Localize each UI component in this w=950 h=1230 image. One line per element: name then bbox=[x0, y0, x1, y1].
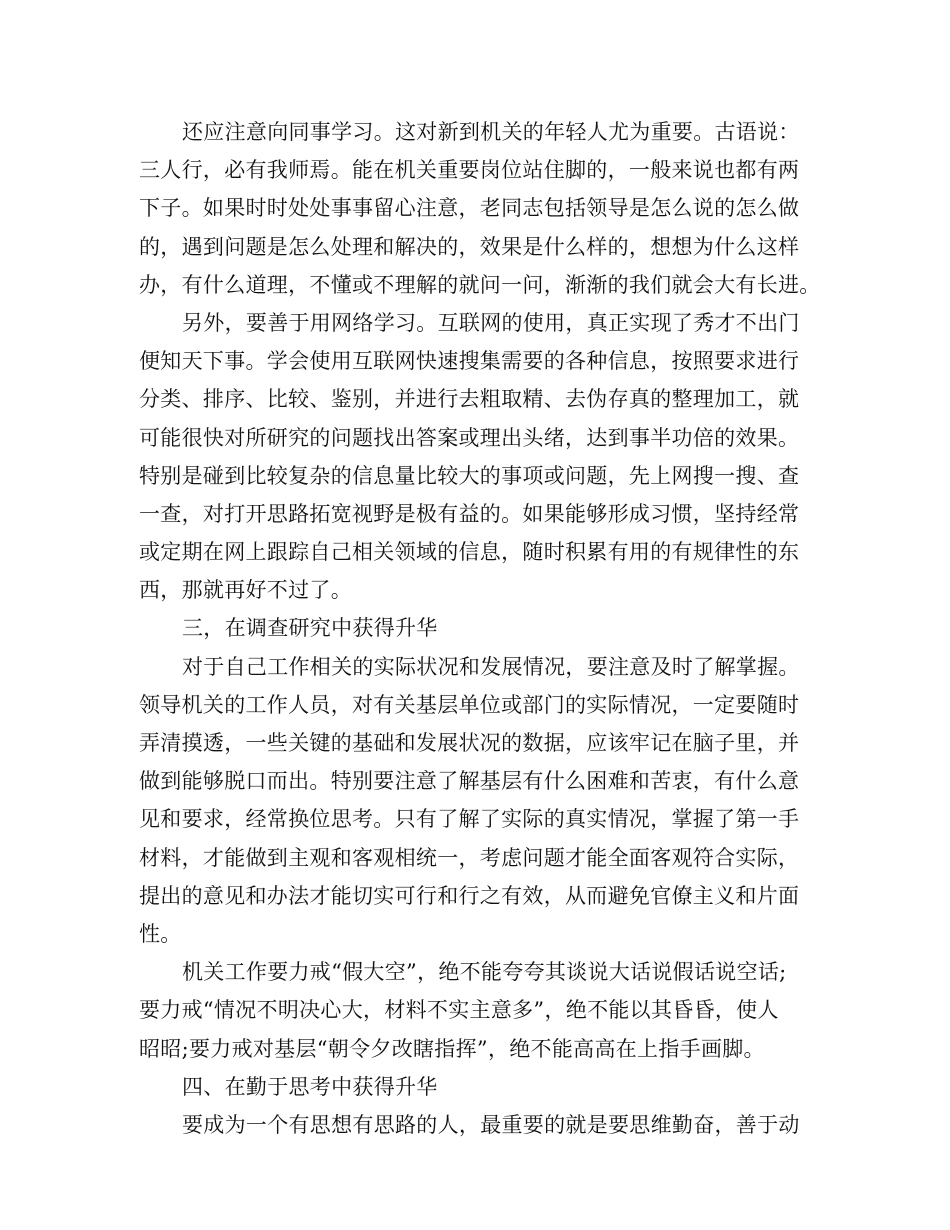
paragraph-line: 办，有什么道理，不懂或不理解的就问一问，渐渐的我们就会大有长进。 bbox=[139, 272, 821, 297]
paragraph-line: 要力戒“情况不明决心大，材料不实主意多”，绝不能以其昏昏，使人 bbox=[139, 998, 779, 1023]
paragraph-line: 的，遇到问题是怎么处理和解决的，效果是什么样的，想想为什么这样 bbox=[139, 234, 800, 259]
paragraph-line: 特别是碰到比较复杂的信息量比较大的事项或问题，先上网搜一搜、查 bbox=[139, 463, 800, 488]
paragraph-line: 分类、排序、比较、鉴别，并进行去粗取精、去伪存真的整理加工，就 bbox=[139, 387, 800, 412]
paragraph-line: 便知天下事。学会使用互联网快速搜集需要的各种信息，按照要求进行 bbox=[139, 349, 800, 374]
paragraph-line: 可能很快对所研究的问题找出答案或理出头绪，达到事半功倍的效果。 bbox=[139, 425, 800, 450]
paragraph-line: 还应注意向同事学习。这对新到机关的年轻人尤为重要。古语说： bbox=[182, 120, 800, 144]
paragraph-line: 性。 bbox=[139, 921, 182, 946]
paragraph-line: 材料，才能做到主观和客观相统一，考虑问题才能全面客观符合实际， bbox=[139, 845, 800, 870]
paragraph-line: 要成为一个有思想有思路的人，最重要的就是要思维勤奋，善于动 bbox=[182, 1112, 800, 1137]
paragraph-line: 另外，要善于用网络学习。互联网的使用，真正实现了秀才不出门 bbox=[182, 310, 800, 335]
paragraph-line: 对于自己工作相关的实际状况和发展情况，要注意及时了解掌握。 bbox=[182, 654, 800, 679]
paragraph-line: 西，那就再好不过了。 bbox=[139, 578, 352, 603]
paragraph-line: 下子。如果时时处处事事留心注意，老同志包括领导是怎么说的怎么做 bbox=[139, 196, 800, 221]
paragraph-line: 一查，对打开思路拓宽视野是极有益的。如果能够形成习惯，坚持经常 bbox=[139, 501, 800, 526]
document-body bbox=[139, 113, 819, 1144]
paragraph-line: 弄清摸透，一些关键的基础和发展状况的数据，应该牢记在脑子里，并 bbox=[139, 731, 800, 755]
paragraph-line: 见和要求，经常换位思考。只有了解了实际的真实情况，掌握了第一手 bbox=[139, 807, 800, 832]
section-heading: 四、在勤于思考中获得升华 bbox=[182, 1074, 438, 1099]
section-heading: 三，在调查研究中获得升华 bbox=[182, 616, 438, 641]
paragraph-line: 三人行，必有我师焉。能在机关重要岗位站住脚的，一般来说也都有两 bbox=[139, 158, 800, 183]
paragraph-line: 提出的意见和办法才能切实可行和行之有效，从而避免官僚主义和片面 bbox=[139, 883, 800, 908]
paragraph-line: 做到能够脱口而出。特别要注意了解基层有什么困难和苦衷，有什么意 bbox=[139, 769, 800, 794]
paragraph-line: 昭昭;要力戒对基层“朝令夕改瞎指挥”，绝不能高高在上指手画脚。 bbox=[139, 1036, 765, 1061]
paragraph-line: 或定期在网上跟踪自己相关领域的信息，随时积累有用的有规律性的东 bbox=[139, 540, 800, 565]
paragraph-line: 领导机关的工作人员，对有关基层单位或部门的实际情况，一定要随时 bbox=[139, 692, 800, 717]
paragraph-line: 机关工作要力戒“假大空”，绝不能夸夸其谈说大话说假话说空话; bbox=[182, 960, 787, 985]
